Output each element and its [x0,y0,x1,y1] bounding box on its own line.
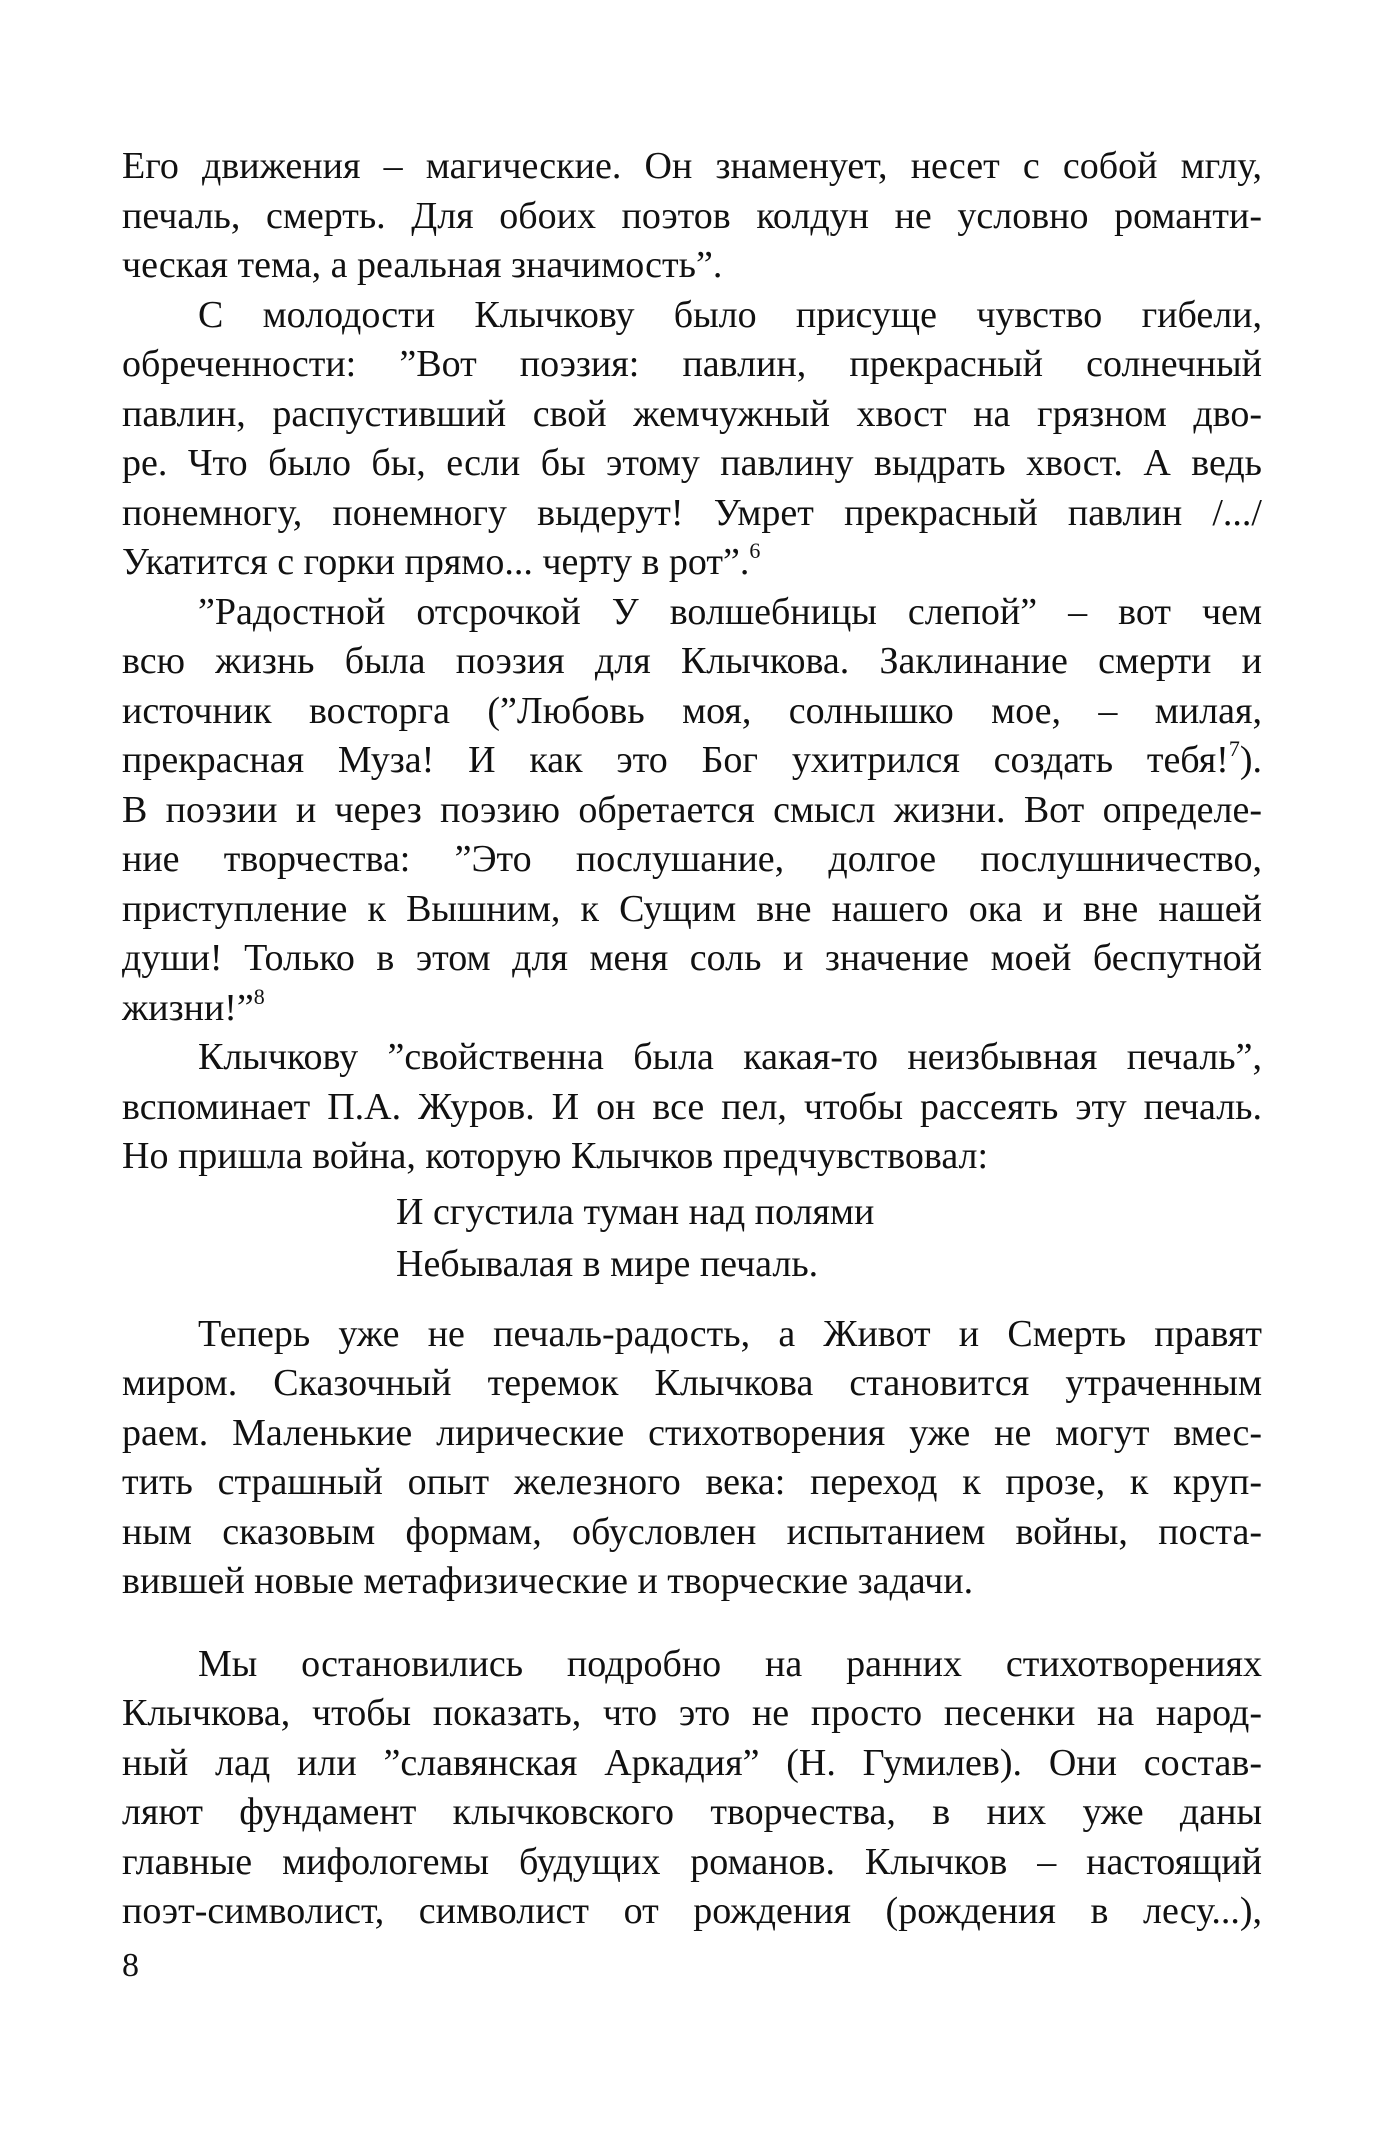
text-line-content: главные мифологемы будущих романов. Клычков – настоящий [122,1840,1262,1883]
text-line [122,439,1262,489]
text-line [122,1788,1262,1838]
text-line [122,538,1262,588]
text-line [122,142,1262,192]
text-line-content: ный лад или ”славянская Аркадия” (Н. Гумилев). Они состав- [122,1741,1262,1784]
text-line-content: ”Радостной отсрочкой У волшебницы слепой” – вот чем [198,590,1262,633]
footnote-marker: 8 [253,983,265,1009]
text-line-content: Клычкову ”свойственна была какая-то неизбывная печаль”, [198,1036,1262,1078]
text-line-content: приступление к Вышним, к Сущим вне нашего ока и вне нашей [122,887,1262,930]
page-number: 8 [122,1947,139,1984]
text-line [122,1083,1262,1133]
body-text [122,142,1262,1937]
text-line-content: ре. Что было бы, если бы этому павлину выдрать хвост. А ведь [122,442,1262,484]
text-line [122,390,1262,440]
paragraph-group-3 [122,1640,1262,1937]
text-line [122,588,1262,638]
text-line-content: вившей новые метафизические и творческие задачи. [122,1560,974,1602]
text-line-content: тить страшный опыт железного века: переход к прозе, к круп- [122,1461,1262,1503]
text-line [122,1033,1262,1083]
text-line [122,1458,1262,1508]
text-line [122,1640,1262,1690]
text-line [122,736,1262,786]
text-line [122,1739,1262,1789]
text-line-content: Укатится с горки прямо... черту в рот”. [122,541,750,583]
text-line-content: павлин, распустивший свой жемчужный хвост на грязном дво- [122,392,1262,435]
text-line-content: С молодости Клычкову было присуще чувство гибели, [198,293,1262,336]
text-line [122,786,1262,836]
footnote-marker: 6 [749,538,761,563]
text-line-content: ным сказовым формам, обусловлен испытанием войны, поста- [122,1510,1262,1553]
text-line [122,1359,1262,1409]
text-line [122,835,1262,885]
text-line [122,687,1262,737]
text-line [122,1838,1262,1888]
text-line-content: ческая тема, а реальная значимость”. [122,244,723,286]
text-line [122,637,1262,687]
text-line-content: источник восторга (”Любовь моя, солнышко мое, – милая, [122,689,1262,732]
text-line-content: Мы остановились подробно на ранних стихотворениях [198,1642,1262,1685]
text-line [122,934,1262,984]
verse-line: И сгустила туман над полями [396,1190,875,1233]
text-line-content: вспоминает П.А. Журов. И он все пел, чтобы рассеять эту печаль. [122,1085,1262,1128]
paragraph-group-2 [122,1310,1262,1607]
text-line [122,241,1262,291]
text-line-content: поэт-символист, символист от рождения (рождения в лесу...), [122,1890,1262,1932]
text-line [122,885,1262,935]
text-line-content: прекрасная Муза! И как это Бог ухитрился создать тебя! [122,739,1229,781]
text-line-content: обреченности: ”Вот поэзия: павлин, прекрасный солнечный [122,343,1262,385]
text-line-content: Но пришла война, которую Клычков предчувствовал: [122,1135,989,1177]
verse-quote [122,1186,1262,1290]
text-line-content: Клычкова, чтобы показать, что это не просто песенки на народ- [122,1692,1262,1734]
text-line [122,489,1262,539]
text-line [122,1887,1262,1937]
text-line-content: понемногу, понемногу выдерут! Умрет прекрасный павлин /.../ [122,491,1262,534]
text-line [122,340,1262,390]
text-line-content: всю жизнь была поэзия для Клычкова. Заклинание смерти и [122,640,1262,682]
text-line [122,192,1262,242]
text-line-content: Его движения – магические. Он знаменует, несет с собой мглу, [122,145,1262,187]
text-line-content: миром. Сказочный теремок Клычкова становится утраченным [122,1362,1262,1404]
text-line [122,1132,1262,1182]
text-line [122,1557,1262,1607]
text-line [122,291,1262,341]
text-line-tail: ). [1239,739,1262,781]
text-line-content: Теперь уже не печаль-радость, а Живот и Смерть правят [198,1312,1262,1355]
verse-line: Небывалая в мире печаль. [396,1242,819,1285]
text-line-content: раем. Маленькие лирические стихотворения уже не могут вмес- [122,1411,1262,1454]
text-line-content: ляют фундамент клычковского творчества, в них уже даны [122,1791,1262,1833]
text-line-content: ние творчества: ”Это послушание, долгое послушничество, [122,838,1262,880]
text-line-content: печаль, смерть. Для обоих поэтов колдун не условно романти- [122,194,1262,237]
text-line-content: В поэзии и через поэзию обретается смысл жизни. Вот определе- [122,788,1262,831]
paragraph-group-1 [122,142,1262,1182]
text-line-content: души! Только в этом для меня соль и значение моей беспутной [122,937,1262,979]
text-line [122,1508,1262,1558]
text-line [122,1409,1262,1459]
text-line-content: жизни!” [122,986,254,1029]
text-line [122,1310,1262,1360]
text-line [122,1689,1262,1739]
text-line [122,984,1262,1034]
footnote-marker: 7 [1228,736,1240,761]
